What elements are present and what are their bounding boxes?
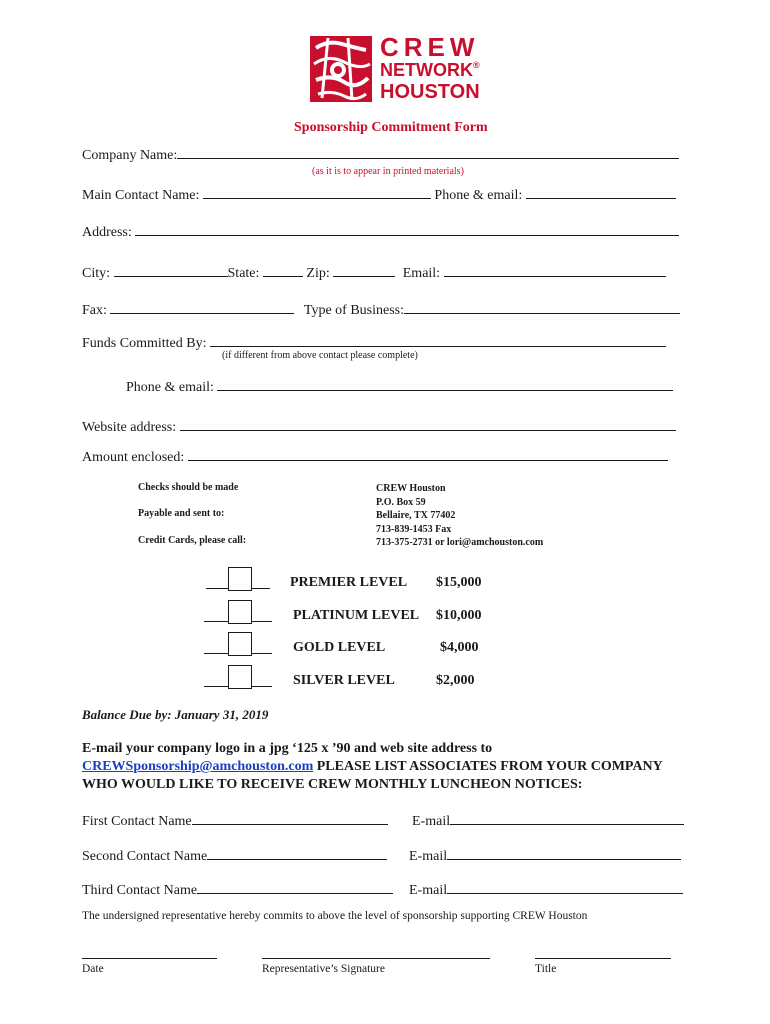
phone-email-field[interactable] <box>526 186 676 199</box>
commitment-statement: The undersigned representative hereby commits to above the level of sponsorship supporting CREW Houston <box>82 910 588 922</box>
zip-field[interactable] <box>333 264 395 277</box>
company-name-row <box>82 146 679 164</box>
payment-org: CREW Houston <box>376 483 446 494</box>
fax-field[interactable] <box>110 301 294 314</box>
third-contact-row <box>82 881 393 899</box>
payment-fax: 713-839-1453 Fax <box>376 523 452 535</box>
sponsorship-email-link[interactable]: CREWSponsorship@amchouston.com <box>82 759 314 774</box>
level-name-gold: GOLD LEVEL <box>293 640 386 655</box>
signature-label: Representative’s Signature <box>262 963 385 975</box>
logo-line-houston: HOUSTON <box>380 81 480 103</box>
first-email-field[interactable] <box>450 812 684 825</box>
funds-phone-email-label: Phone & email: <box>126 380 214 395</box>
funds-phone-email-field[interactable] <box>217 378 673 391</box>
amount-enclosed-label: Amount enclosed: <box>82 450 185 465</box>
logo-line-crew: CREW <box>380 32 480 62</box>
business-type-label: Type of Business: <box>303 303 405 318</box>
balance-due: Balance Due by: January 31, 2019 <box>82 707 269 722</box>
main-contact-row <box>82 186 676 204</box>
level-price-premier: $15,000 <box>436 575 482 590</box>
second-contact-field[interactable] <box>207 847 387 860</box>
second-contact-row <box>82 847 387 865</box>
second-email-field[interactable] <box>447 847 681 860</box>
funds-committed-field[interactable] <box>210 334 666 347</box>
payment-phone: 713-375-2731 or lori@amchouston.com <box>376 537 544 548</box>
state-field[interactable] <box>263 264 303 277</box>
form-title: Sponsorship Commitment Form <box>294 120 488 135</box>
third-email-row <box>409 881 683 899</box>
globe-icon <box>308 34 374 104</box>
city-label: City: <box>82 266 111 281</box>
instructions-line-2 <box>82 758 663 776</box>
silver-checkbox[interactable] <box>228 665 252 689</box>
gold-checkbox[interactable] <box>228 632 252 656</box>
funds-committed-note: (if different from above contact please complete) <box>222 350 418 361</box>
city-row <box>82 264 666 282</box>
level-price-gold: $4,000 <box>440 640 479 655</box>
logo-network-text: NETWORK <box>380 60 473 80</box>
website-label: Website address: <box>82 420 177 435</box>
third-email-field[interactable] <box>447 881 683 894</box>
payment-po-box: P.O. Box 59 <box>376 496 426 508</box>
first-email-label: E-mail <box>412 814 451 829</box>
address-field[interactable] <box>135 223 679 236</box>
logo-line-network <box>380 60 480 81</box>
logo-instructions <box>82 740 663 794</box>
zip-label: Zip: <box>306 266 330 281</box>
first-contact-field[interactable] <box>192 812 388 825</box>
email-label: Email: <box>402 266 441 281</box>
payment-city: Bellaire, TX 77402 <box>376 510 456 521</box>
email-field[interactable] <box>444 264 666 277</box>
third-email-label: E-mail <box>409 883 448 898</box>
main-contact-field[interactable] <box>203 186 431 199</box>
funds-phone-row <box>126 378 673 396</box>
logo-registered-mark: ® <box>473 60 480 70</box>
first-contact-label: First Contact Name <box>82 814 192 829</box>
second-email-row <box>409 847 681 865</box>
address-row <box>82 223 679 241</box>
premier-checkbox[interactable] <box>228 567 252 591</box>
amount-enclosed-field[interactable] <box>188 448 668 461</box>
title-label: Title <box>535 963 557 975</box>
company-name-field[interactable] <box>177 146 679 159</box>
checks-label: Checks should be made <box>138 482 239 493</box>
instructions-line-1: E-mail your company logo in a jpg ‘125 x ’90 and web site address to <box>82 741 493 756</box>
instructions-line-2-rest: PLEASE LIST ASSOCIATES FROM YOUR COMPANY <box>313 759 663 774</box>
phone-email-label: Phone & email: <box>434 188 523 203</box>
signature-line[interactable] <box>262 958 490 959</box>
title-line[interactable] <box>535 958 671 959</box>
second-email-label: E-mail <box>409 849 448 864</box>
funds-committed-label: Funds Committed By: <box>82 336 207 351</box>
main-contact-label: Main Contact Name: <box>82 188 200 203</box>
instructions-line-3: WHO WOULD LIKE TO RECEIVE CREW MONTHLY LUNCHEON NOTICES: <box>82 777 583 792</box>
website-field[interactable] <box>180 418 676 431</box>
third-contact-field[interactable] <box>197 881 393 894</box>
level-name-silver: SILVER LEVEL <box>293 673 395 688</box>
city-field[interactable] <box>114 264 228 277</box>
amount-row <box>82 448 668 466</box>
platinum-checkbox[interactable] <box>228 600 252 624</box>
payment-address <box>376 482 543 550</box>
level-name-platinum: PLATINUM LEVEL <box>293 608 420 623</box>
date-label: Date <box>82 963 104 975</box>
company-name-note: (as it is to appear in printed materials) <box>312 166 464 177</box>
company-name-label: Company Name: <box>82 148 178 163</box>
credit-cards-label: Credit Cards, please call: <box>138 535 247 546</box>
level-name-premier: PREMIER LEVEL <box>290 575 408 590</box>
business-type-field[interactable] <box>404 301 680 314</box>
crew-logo <box>308 32 498 108</box>
level-price-platinum: $10,000 <box>436 608 482 623</box>
payable-label: Payable and sent to: <box>138 508 225 519</box>
date-line[interactable] <box>82 958 217 959</box>
fax-row <box>82 301 680 319</box>
state-label: State: <box>227 266 260 281</box>
first-contact-row <box>82 812 388 830</box>
first-email-row <box>412 812 684 830</box>
second-contact-label: Second Contact Name <box>82 849 208 864</box>
level-price-silver: $2,000 <box>436 673 475 688</box>
website-row <box>82 418 676 436</box>
third-contact-label: Third Contact Name <box>82 883 198 898</box>
fax-label: Fax: <box>82 303 107 318</box>
address-label: Address: <box>82 225 132 240</box>
